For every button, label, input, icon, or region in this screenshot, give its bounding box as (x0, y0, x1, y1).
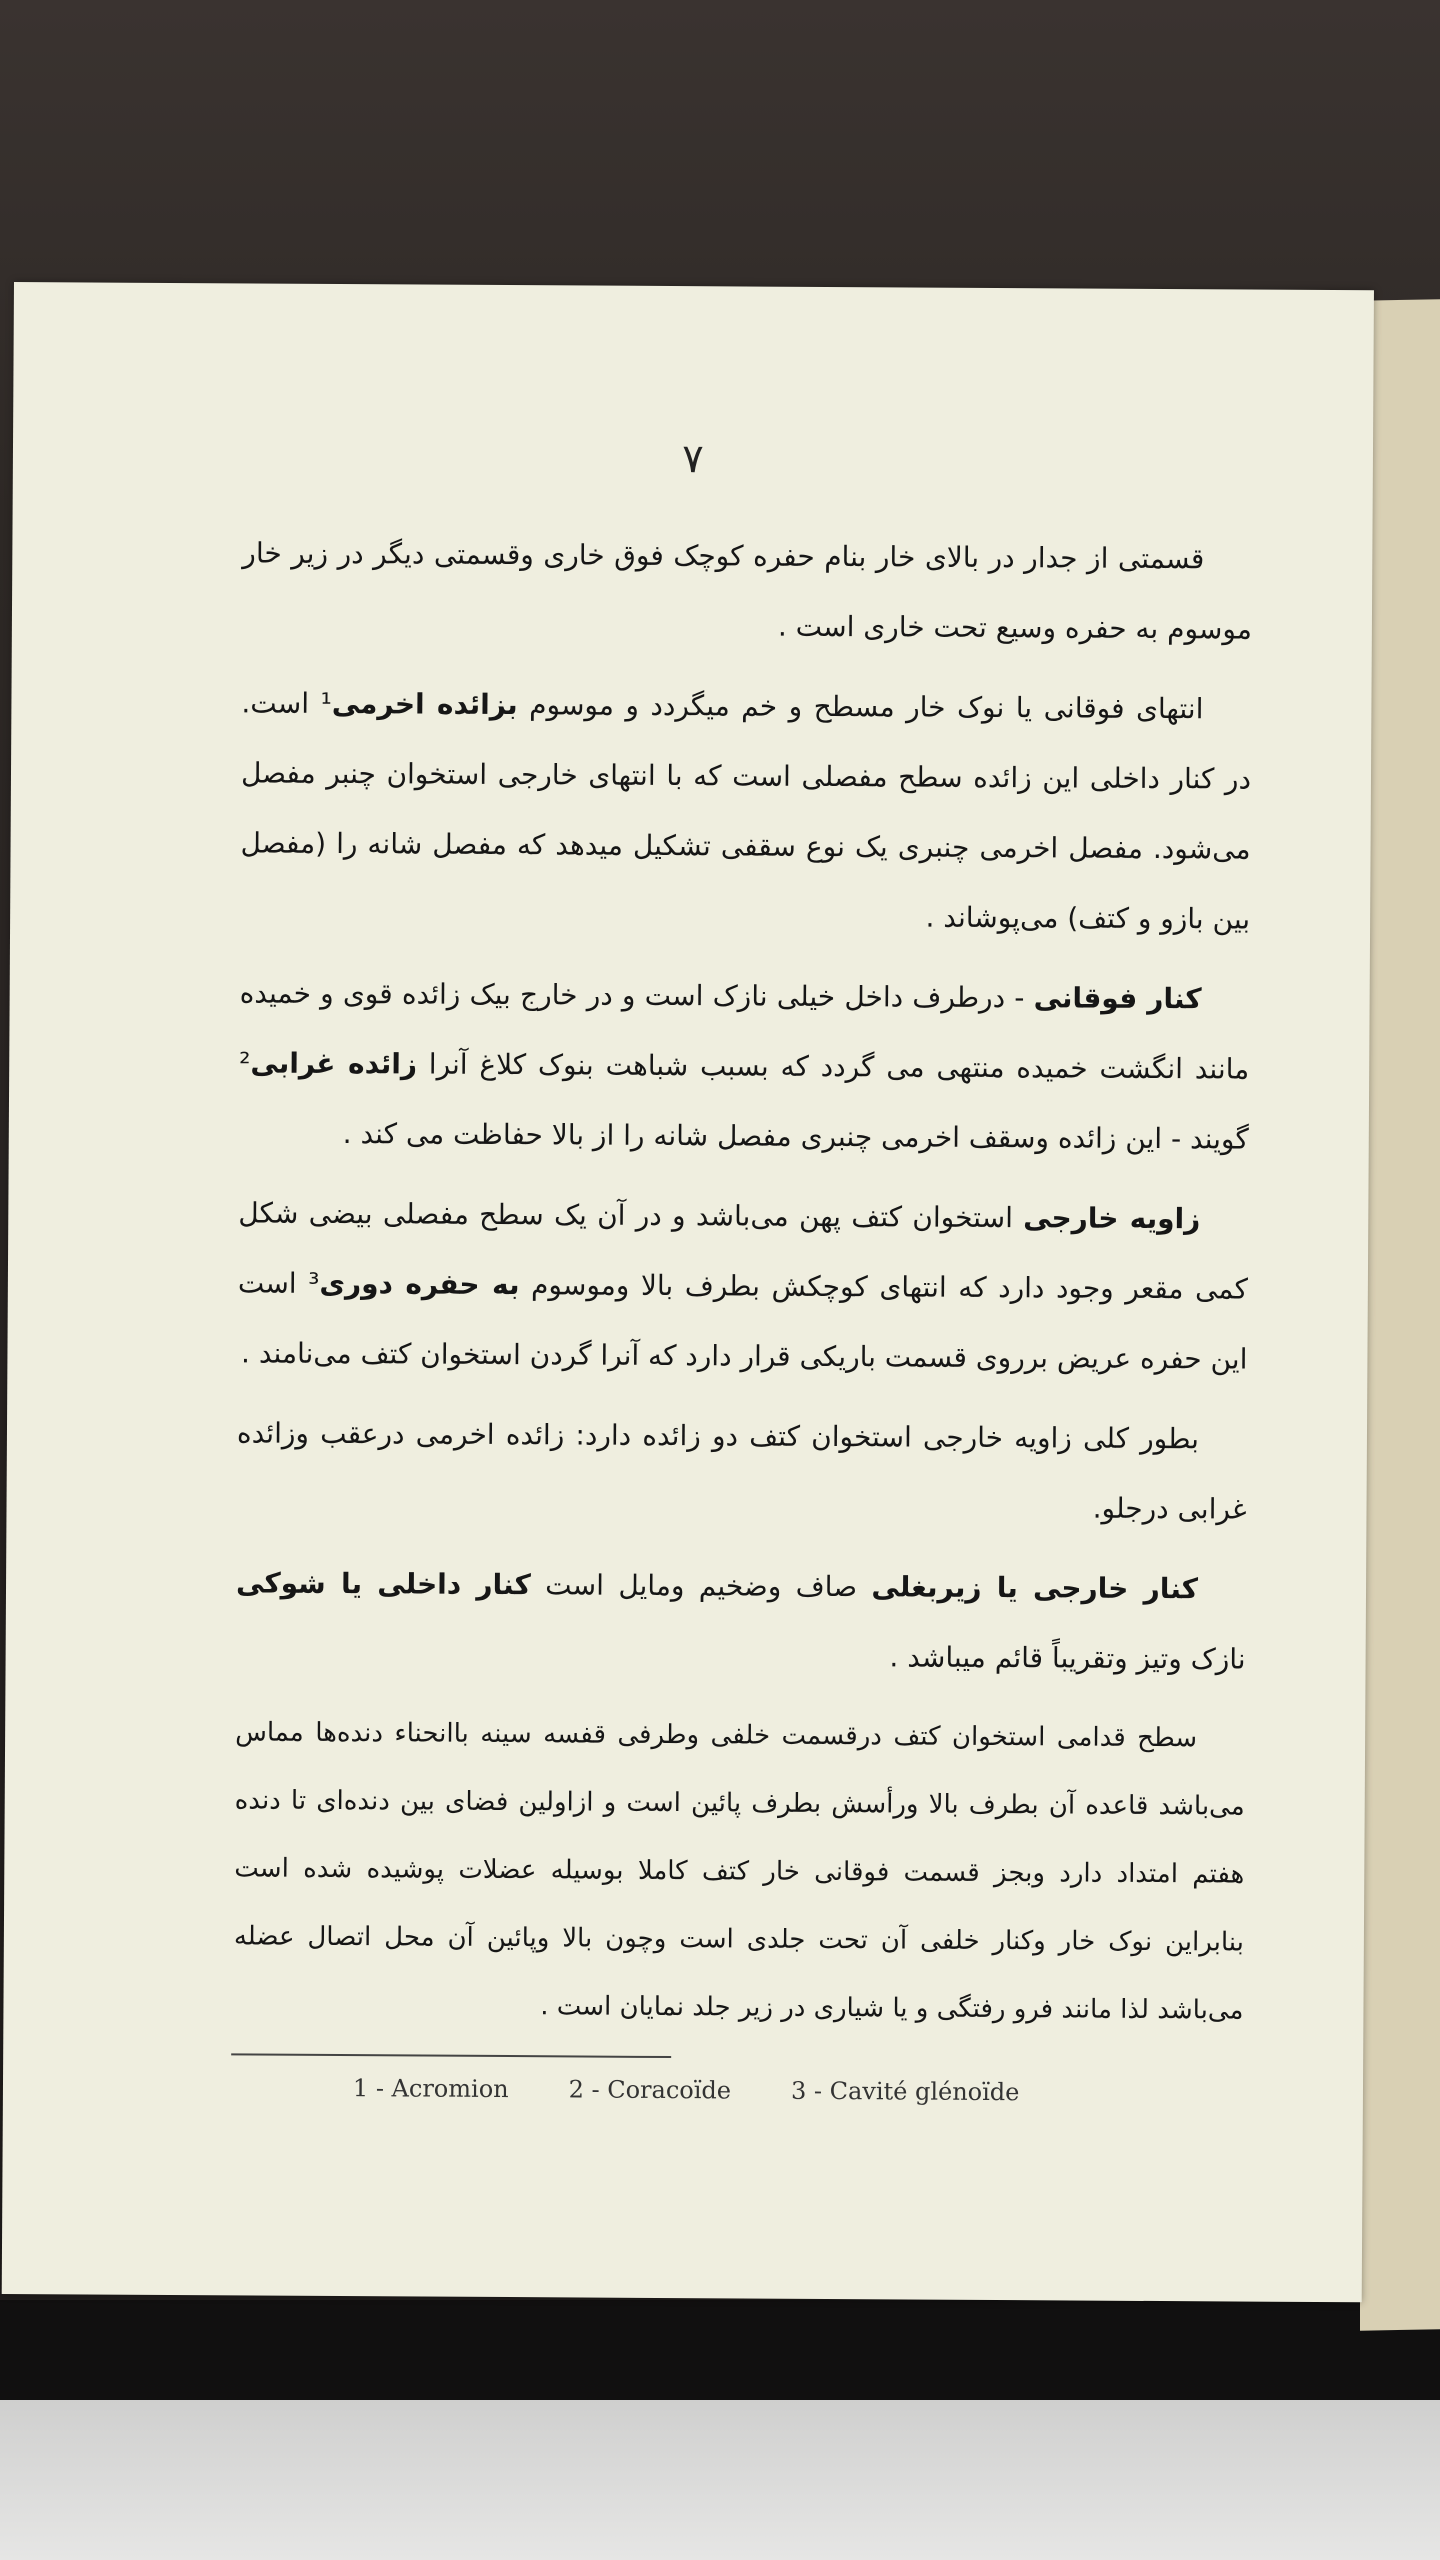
text-run: نازک وتیز وتقریباً قائم میباشد . (889, 1640, 1246, 1676)
bold-term: زائده غرابی (250, 1046, 418, 1081)
text-run: ² گویند - این زائده وسقف اخرمی چنبری مفصل شانه را از بالا حفاظت می کند . (239, 1046, 1249, 1156)
footnote-1: 1 - Acromion (352, 2074, 509, 2104)
paragraph-3 (239, 958, 1250, 1174)
footnote-3: 3 - Cavité glénoïde (790, 2076, 1020, 2107)
paragraph-6 (235, 1548, 1246, 1694)
bold-term: زاویه خارجی (1023, 1201, 1201, 1236)
floor (0, 2400, 1440, 2560)
bold-term: کنار خارجی یا زیربغلی (871, 1570, 1199, 1606)
paragraph-1 (242, 518, 1253, 664)
footnote-rule (231, 2053, 671, 2058)
text-run: - درطرف داخل خیلی نازک است و در خارج بیک زائده قوی و خمیده مانند انگشت خمیده منتهی می گردد که بسبب شباهت بنوک کلاغ آنرا (239, 976, 1250, 1086)
text-run: استخوان کتف پهن می‌باشد و در آن یک سطح مفصلی بیضی شکل کمی مقعر وجود دارد که انتهای کوچکش بطرف بالا وموسوم (238, 1196, 1248, 1306)
book-page (2, 282, 1374, 2302)
page-number: ۷ (682, 436, 704, 483)
text-run: ³ است این حفره عریض برروی قسمت باریکی قرار دارد که آنرا گردن استخوان کتف می‌نامند . (237, 1266, 1248, 1376)
text-run: سطح قدامی استخوان کتف درقسمت خلفی وطرفی قفسه سینه باانحناء دنده‌ها مماس می‌باشد قاعده آن بطرف بالا ورأسش بطرف پائین است و ازاولین فضای بین دنده‌ای تا دنده هفتم امتداد دارد وبجز قسمت فوقانی خار کتف کاملا بوسیله عضلات پوشیده شده است بنابراین نوک خار وکنار خلفی آن تحت جلدی است وچون بالا وپائین آن محل اتصال عضله می‌باشد لذا مانند فرو رفتگی و یا شیاری در زیر جلد نمایان است . (233, 1717, 1245, 2026)
bold-term: کنار فوقانی (1033, 981, 1202, 1016)
paragraph-2 (240, 668, 1252, 954)
text-run: قسمتی از جدار در بالای خار بنام حفره کوچک فوق خاری وقسمتی دیگر در زیر خار موسوم به حفره وسیع تحت خاری است . (242, 536, 1253, 646)
text-run: صاف وضخیم ومایل است (530, 1568, 872, 1604)
paragraph-7 (233, 1698, 1245, 2044)
footnotes (353, 2074, 1153, 2107)
text-run: بطور کلی زاویه خارجی استخوان کتف دو زائده دارد: زائده اخرمی درعقب وزائده غرابی درجلو. (236, 1416, 1247, 1526)
text-run: انتهای فوقانی یا نوک خار مسطح و خم میگردد و موسوم (517, 688, 1204, 726)
footnote-2: 2 - Coracoïde (568, 2075, 732, 2105)
body-text (233, 518, 1252, 2054)
bold-term: بزائده اخرمی (331, 686, 518, 722)
bold-term: کنار داخلی یا شوکی (235, 1566, 531, 1602)
bold-term: به حفره دوری (319, 1266, 520, 1302)
paragraph-4 (237, 1178, 1248, 1394)
text-run: ¹ است. در کنار داخلی این زائده سطح مفصلی است که با انتهای خارجی استخوان چنبر مفصل می‌شود. مفصل اخرمی چنبری یک نوع سقفی تشکیل میدهد که مفصل شانه را (مفصل بین بازو و کتف) می‌پوشاند . (240, 686, 1252, 936)
paragraph-5 (236, 1398, 1247, 1544)
